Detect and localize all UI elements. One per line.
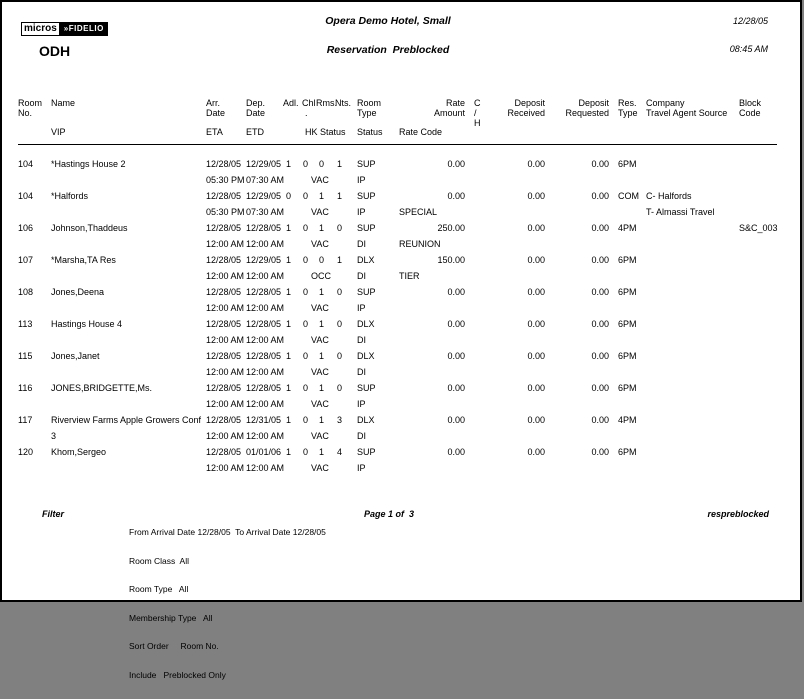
table-row [2, 319, 804, 351]
col-travel-agent-source: Travel Agent Source [646, 108, 728, 118]
page-number: Page 1 of 3 [364, 509, 415, 519]
cell-adults: 1 [285, 159, 291, 169]
cell-rooms: 1 [318, 415, 324, 425]
cell-guest-name: Jones,Deena [51, 287, 105, 297]
cell-deposit-requested: 0.00 [591, 223, 609, 233]
cell-room-no: 116 [18, 383, 33, 393]
cell-room-no: 107 [18, 255, 34, 265]
cell-deposit-received: 0.00 [527, 415, 545, 425]
cell-etd: 12:00 AM [246, 239, 285, 249]
cell-dep-date: 12/29/05 [246, 191, 282, 201]
cell-dep-date: 12/28/05 [246, 287, 282, 297]
col-hk-status: HK Status [305, 127, 346, 137]
cell-children: 0 [302, 447, 308, 457]
cell-children: 0 [302, 191, 308, 201]
cell-eta: 12:00 AM [206, 239, 245, 249]
col-arr-date: Arr. [206, 98, 221, 108]
cell-guest-name-wrap: 3 [51, 431, 57, 441]
col-room-no: Room [18, 98, 43, 108]
cell-res-status: DI [357, 431, 366, 441]
cell-rate-amount: 0.00 [447, 447, 465, 457]
cell-eta: 12:00 AM [206, 463, 245, 473]
cell-dep-date: 01/01/06 [246, 447, 282, 457]
cell-hk-status: VAC [311, 175, 329, 185]
cell-rooms: 0 [318, 159, 324, 169]
col-rate-amount: Amount [433, 108, 465, 118]
cell-deposit-requested: 0.00 [591, 191, 609, 201]
cell-dep-date: 12/28/05 [246, 223, 282, 233]
col-block-code: Code [739, 108, 761, 118]
cell-res-status: IP [357, 399, 366, 409]
cell-etd: 12:00 AM [246, 271, 285, 281]
table-header [2, 98, 804, 145]
cell-res-type: 6PM [618, 159, 637, 169]
col-deposit-requested: Requested [565, 108, 609, 118]
cell-deposit-requested: 0.00 [591, 159, 609, 169]
cell-nights: 4 [336, 447, 342, 457]
cell-adults: 0 [285, 191, 291, 201]
col-status: Status [357, 127, 383, 137]
cell-adults: 1 [285, 287, 291, 297]
table-row [2, 255, 804, 287]
cell-res-status: DI [357, 271, 366, 281]
cell-guest-name: Johnson,Thaddeus [51, 223, 128, 233]
cell-dep-date: 12/29/05 [246, 255, 282, 265]
cell-guest-name: Khom,Sergeo [51, 447, 107, 457]
cell-nights: 1 [336, 159, 342, 169]
cell-rate-code: SPECIAL [399, 207, 438, 217]
cell-res-type: 6PM [618, 383, 637, 393]
col-ch: C [474, 98, 481, 108]
cell-room-type: DLX [357, 319, 375, 329]
report-title: Reservation Preblocked [326, 44, 450, 56]
table-row [2, 383, 804, 415]
col-room-type: Type [357, 108, 377, 118]
table-row [2, 223, 804, 255]
cell-res-type: 6PM [618, 319, 637, 329]
cell-eta: 12:00 AM [206, 367, 245, 377]
cell-arr-date: 12/28/05 [206, 159, 242, 169]
cell-res-status: DI [357, 367, 366, 377]
col-ch: H [474, 118, 481, 128]
cell-deposit-requested: 0.00 [591, 287, 609, 297]
cell-etd: 12:00 AM [246, 303, 285, 313]
cell-etd: 12:00 AM [246, 431, 285, 441]
cell-res-type: 6PM [618, 255, 637, 265]
cell-rooms: 0 [318, 255, 324, 265]
col-deposit-received: Received [507, 108, 545, 118]
cell-etd: 12:00 AM [246, 399, 285, 409]
cell-hk-status: VAC [311, 303, 329, 313]
cell-adults: 1 [285, 415, 291, 425]
col-room-type: Room [357, 98, 382, 108]
filter-criteria [129, 509, 326, 699]
col-dep-date: Date [246, 108, 266, 118]
cell-hk-status: VAC [311, 207, 329, 217]
col-ch: / [474, 108, 477, 118]
cell-rate-amount: 0.00 [447, 415, 465, 425]
cell-room-type: SUP [357, 447, 376, 457]
col-rate-code: Rate Code [399, 127, 443, 137]
print-time: 08:45 AM [729, 44, 768, 54]
cell-nights: 0 [336, 287, 342, 297]
cell-nights: 1 [336, 191, 342, 201]
cell-deposit-received: 0.00 [527, 351, 545, 361]
hotel-name: Opera Demo Hotel, Small [325, 15, 451, 27]
cell-adults: 1 [285, 223, 291, 233]
cell-children: 0 [302, 319, 308, 329]
cell-company: C- Halfords [646, 191, 692, 201]
cell-eta: 12:00 AM [206, 271, 245, 281]
cell-children: 0 [302, 383, 308, 393]
cell-res-status: IP [357, 463, 366, 473]
cell-rooms: 1 [318, 287, 324, 297]
cell-arr-date: 12/28/05 [206, 415, 242, 425]
cell-rate-amount: 150.00 [437, 255, 465, 265]
table-row [2, 287, 804, 319]
cell-deposit-received: 0.00 [527, 255, 545, 265]
cell-nights: 0 [336, 351, 342, 361]
cell-nights: 3 [336, 415, 342, 425]
filter-line: Room Class All [129, 555, 189, 566]
cell-etd: 12:00 AM [246, 367, 285, 377]
cell-room-no: 120 [18, 447, 34, 457]
table-body [2, 159, 804, 479]
filter-line: Room Type All [129, 584, 189, 594]
cell-room-type: SUP [357, 223, 376, 233]
cell-room-type: SUP [357, 287, 376, 297]
report-id: respreblocked [707, 509, 769, 519]
col-etd: ETD [246, 127, 264, 137]
cell-guest-name: Jones,Janet [51, 351, 100, 361]
cell-etd: 12:00 AM [246, 463, 285, 473]
property-code: ODH [39, 43, 71, 59]
cell-deposit-received: 0.00 [527, 191, 545, 201]
cell-eta: 12:00 AM [206, 431, 245, 441]
cell-children: 0 [302, 255, 308, 265]
cell-rate-amount: 0.00 [447, 351, 465, 361]
cell-room-no: 104 [18, 159, 34, 169]
cell-children: 0 [302, 223, 308, 233]
cell-res-status: IP [357, 303, 366, 313]
cell-rooms: 1 [318, 447, 324, 457]
cell-guest-name: Hastings House 4 [51, 319, 123, 329]
cell-deposit-received: 0.00 [527, 223, 545, 233]
cell-res-status: DI [357, 239, 366, 249]
col-arr-date: Date [206, 108, 226, 118]
cell-room-type: DLX [357, 351, 375, 361]
cell-children: 0 [302, 351, 308, 361]
cell-eta: 12:00 AM [206, 303, 245, 313]
cell-deposit-received: 0.00 [527, 159, 545, 169]
col-vip: VIP [51, 127, 66, 137]
col-children: . [305, 108, 308, 118]
col-name: Name [51, 98, 76, 108]
cell-arr-date: 12/28/05 [206, 287, 242, 297]
cell-arr-date: 12/28/05 [206, 319, 242, 329]
col-res-type: Res. [618, 98, 637, 108]
cell-guest-name: JONES,BRIDGETTE,Ms. [51, 383, 153, 393]
cell-res-type: 4PM [618, 415, 637, 425]
cell-rate-amount: 0.00 [447, 159, 465, 169]
filter-line: Sort Order Room No. [129, 641, 219, 651]
cell-hk-status: VAC [311, 335, 329, 345]
cell-adults: 1 [285, 383, 291, 393]
cell-eta: 05:30 PM [206, 207, 245, 217]
cell-deposit-received: 0.00 [527, 447, 545, 457]
cell-rooms: 1 [318, 383, 324, 393]
cell-res-type: 6PM [618, 351, 637, 361]
cell-hk-status: VAC [311, 239, 329, 249]
cell-room-no: 106 [18, 223, 34, 233]
cell-res-status: DI [357, 335, 366, 345]
cell-dep-date: 12/28/05 [246, 383, 282, 393]
cell-rate-amount: 250.00 [437, 223, 465, 233]
cell-room-type: DLX [357, 415, 375, 425]
cell-arr-date: 12/28/05 [206, 255, 242, 265]
col-deposit-received: Deposit [514, 98, 545, 108]
cell-guest-name: *Hastings House 2 [51, 159, 126, 169]
table-row [2, 159, 804, 191]
cell-guest-name: Riverview Farms Apple Growers Conf [51, 415, 202, 425]
cell-rate-amount: 0.00 [447, 319, 465, 329]
cell-etd: 07:30 AM [246, 175, 285, 185]
cell-deposit-received: 0.00 [527, 287, 545, 297]
filter-label: Filter [42, 509, 65, 519]
cell-guest-name: *Halfords [51, 191, 89, 201]
cell-arr-date: 12/28/05 [206, 223, 242, 233]
cell-nights: 0 [336, 319, 342, 329]
cell-arr-date: 12/28/05 [206, 447, 242, 457]
cell-room-type: SUP [357, 191, 376, 201]
col-deposit-requested: Deposit [578, 98, 609, 108]
col-room-no: No. [18, 108, 33, 118]
cell-eta: 05:30 PM [206, 175, 245, 185]
table-row [2, 415, 804, 447]
cell-room-no: 104 [18, 191, 34, 201]
col-res-type: Type [618, 108, 638, 118]
cell-room-type: DLX [357, 255, 375, 265]
cell-adults: 1 [285, 319, 291, 329]
cell-eta: 12:00 AM [206, 335, 245, 345]
micros-logo: micros [21, 22, 60, 36]
cell-rate-code: TIER [399, 271, 420, 281]
cell-hk-status: VAC [311, 463, 329, 473]
col-block-code: Block [739, 98, 762, 108]
cell-rooms: 1 [318, 351, 324, 361]
cell-deposit-requested: 0.00 [591, 447, 609, 457]
col-dep-date: Dep. [246, 98, 266, 108]
cell-deposit-received: 0.00 [527, 383, 545, 393]
filter-line: Include Preblocked Only [129, 669, 226, 680]
col-rooms: Rms. [316, 98, 337, 108]
cell-hk-status: VAC [311, 431, 329, 441]
cell-adults: 1 [285, 351, 291, 361]
cell-rooms: 1 [318, 223, 324, 233]
cell-block-code: S&C_003 [739, 223, 778, 233]
col-company: Company [646, 98, 685, 108]
filter-line: From Arrival Date 12/28/05 To Arrival Date 12/28/05 [129, 527, 326, 537]
cell-deposit-requested: 0.00 [591, 415, 609, 425]
cell-rooms: 1 [318, 319, 324, 329]
table-row [2, 191, 804, 223]
header-divider [18, 144, 777, 145]
cell-rooms: 1 [318, 191, 324, 201]
cell-rate-code: REUNION [399, 239, 441, 249]
cell-arr-date: 12/28/05 [206, 351, 242, 361]
cell-res-status: IP [357, 207, 366, 217]
cell-room-type: SUP [357, 383, 376, 393]
fidelio-logo: »FIDELIO [60, 22, 108, 36]
cell-dep-date: 12/29/05 [246, 159, 282, 169]
cell-dep-date: 12/28/05 [246, 351, 282, 361]
col-eta: ETA [206, 127, 223, 137]
cell-res-status: IP [357, 175, 366, 185]
cell-etd: 12:00 AM [246, 335, 285, 345]
cell-room-type: SUP [357, 159, 376, 169]
cell-adults: 1 [285, 255, 291, 265]
cell-arr-date: 12/28/05 [206, 383, 242, 393]
col-rate-amount: Rate [445, 98, 465, 108]
cell-hk-status: VAC [311, 399, 329, 409]
cell-hk-status: VAC [311, 367, 329, 377]
cell-res-type: 4PM [618, 223, 637, 233]
cell-res-type: 6PM [618, 447, 637, 457]
cell-nights: 1 [336, 255, 342, 265]
cell-dep-date: 12/31/05 [246, 415, 282, 425]
table-row [2, 447, 804, 479]
cell-children: 0 [302, 287, 308, 297]
print-date: 12/28/05 [732, 16, 768, 26]
cell-res-type: 6PM [618, 287, 637, 297]
cell-nights: 0 [336, 223, 342, 233]
cell-deposit-requested: 0.00 [591, 351, 609, 361]
cell-deposit-requested: 0.00 [591, 383, 609, 393]
cell-children: 0 [302, 415, 308, 425]
cell-rate-amount: 0.00 [447, 383, 465, 393]
cell-rate-amount: 0.00 [447, 287, 465, 297]
cell-deposit-requested: 0.00 [591, 255, 609, 265]
cell-dep-date: 12/28/05 [246, 319, 282, 329]
cell-etd: 07:30 AM [246, 207, 285, 217]
cell-adults: 1 [285, 447, 291, 457]
cell-room-no: 113 [18, 319, 33, 329]
cell-room-no: 115 [18, 351, 33, 361]
cell-deposit-requested: 0.00 [591, 319, 609, 329]
cell-rate-amount: 0.00 [447, 191, 465, 201]
table-row [2, 351, 804, 383]
filter-line: Membership Type All [129, 612, 213, 623]
cell-children: 0 [302, 159, 308, 169]
col-adults: Adl. [283, 98, 299, 108]
col-children: Chl [302, 98, 316, 108]
cell-arr-date: 12/28/05 [206, 191, 242, 201]
cell-room-no: 117 [18, 415, 33, 425]
col-nights: Nts. [335, 98, 352, 108]
cell-hk-status: OCC [311, 271, 331, 281]
cell-res-type: COM [618, 191, 639, 201]
cell-eta: 12:00 AM [206, 399, 245, 409]
cell-deposit-received: 0.00 [527, 319, 545, 329]
cell-guest-name: *Marsha,TA Res [51, 255, 116, 265]
cell-room-no: 108 [18, 287, 34, 297]
cell-travel-agent: T- Almassi Travel [646, 207, 715, 217]
cell-nights: 0 [336, 383, 342, 393]
